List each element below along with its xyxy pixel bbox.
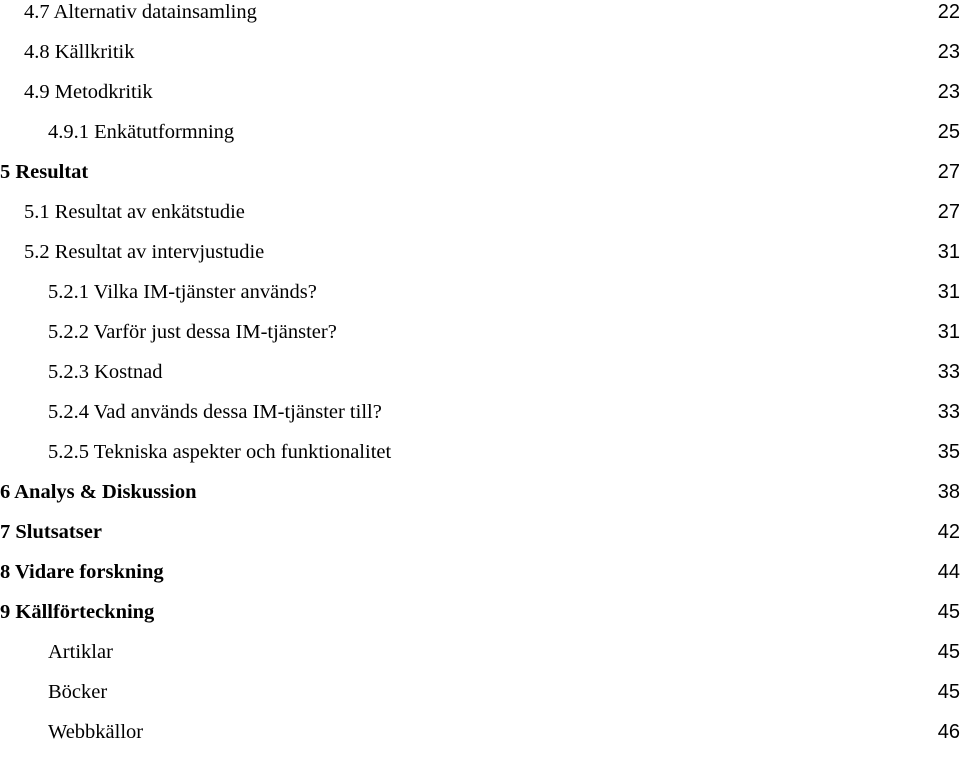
toc-entry-label: 5.2.1 Vilka IM-tjänster används? — [48, 281, 317, 303]
toc-entry-label: 5.2 Resultat av intervjustudie — [24, 241, 265, 263]
toc-entry-label: 4.8 Källkritik — [24, 41, 135, 63]
toc-entry-page: 38 — [937, 481, 960, 503]
toc-entry-8[interactable] — [0, 560, 960, 600]
toc-entry-page: 46 — [937, 721, 960, 743]
toc-entry-9[interactable] — [0, 600, 960, 640]
toc-entry-label: 5 Resultat — [0, 161, 89, 183]
toc-entry-5-2-3[interactable] — [48, 360, 960, 400]
toc-entry-label: 4.9.1 Enkätutformning — [48, 121, 235, 143]
toc-entry-page: 31 — [937, 321, 960, 343]
toc-entry-page: 23 — [937, 81, 960, 103]
toc-entry-5-2-5[interactable] — [48, 440, 960, 480]
toc-entry-label: 6 Analys & Diskussion — [0, 481, 197, 503]
toc-entry-6[interactable] — [0, 480, 960, 520]
toc-entry-webbkallor[interactable] — [48, 720, 960, 760]
toc-entry-5-2-4[interactable] — [48, 400, 960, 440]
toc-entry-label: Webbkällor — [48, 721, 144, 743]
toc-entry-4-8[interactable] — [24, 40, 960, 80]
toc-entry-artiklar[interactable] — [48, 640, 960, 680]
toc-entry-label: 5.2.2 Varför just dessa IM-tjänster? — [48, 321, 337, 343]
toc-entry-5-2-1[interactable] — [48, 280, 960, 320]
toc-entry-5[interactable] — [0, 160, 960, 200]
toc-entry-page: 33 — [937, 401, 960, 423]
toc-entry-label: 4.9 Metodkritik — [24, 81, 153, 103]
toc-entry-page: 27 — [937, 201, 960, 223]
toc-entry-label: 5.1 Resultat av enkätstudie — [24, 201, 245, 223]
toc-entry-label: 5.2.3 Kostnad — [48, 361, 163, 383]
toc-entry-label: 5.2.5 Tekniska aspekter och funktionalitet — [48, 441, 392, 463]
toc-entry-5-2-2[interactable] — [48, 320, 960, 360]
toc-entry-label: 8 Vidare forskning — [0, 561, 164, 583]
toc-entry-page: 35 — [937, 441, 960, 463]
toc-entry-7[interactable] — [0, 520, 960, 560]
toc-entry-5-1[interactable] — [24, 200, 960, 240]
toc-entry-page: 22 — [937, 1, 960, 23]
toc-entry-label: 9 Källförteckning — [0, 601, 155, 623]
toc-entry-page: 45 — [937, 641, 960, 663]
toc-entry-page: 44 — [937, 561, 960, 583]
toc-entry-4-9[interactable] — [24, 80, 960, 120]
toc-entry-page: 25 — [937, 121, 960, 143]
toc-entry-page: 27 — [937, 161, 960, 183]
toc-entry-page: 45 — [937, 601, 960, 623]
toc-entry-4-7[interactable] — [24, 0, 960, 40]
toc-entry-bocker[interactable] — [48, 680, 960, 720]
toc-entry-label: 5.2.4 Vad används dessa IM-tjänster till? — [48, 401, 382, 423]
toc-entry-4-9-1[interactable] — [48, 120, 960, 160]
toc-entry-page: 45 — [937, 681, 960, 703]
toc-entry-5-2[interactable] — [24, 240, 960, 280]
toc-entry-page: 31 — [937, 281, 960, 303]
toc-entry-label: 7 Slutsatser — [0, 521, 102, 543]
toc-entry-page: 42 — [937, 521, 960, 543]
toc-entry-label: Böcker — [48, 681, 108, 703]
toc-entry-page: 23 — [937, 41, 960, 63]
toc-entry-label: Artiklar — [48, 641, 113, 663]
toc-entry-page: 33 — [937, 361, 960, 383]
toc-entry-label: 4.7 Alternativ datainsamling — [24, 1, 257, 23]
toc-entry-page: 31 — [937, 241, 960, 263]
